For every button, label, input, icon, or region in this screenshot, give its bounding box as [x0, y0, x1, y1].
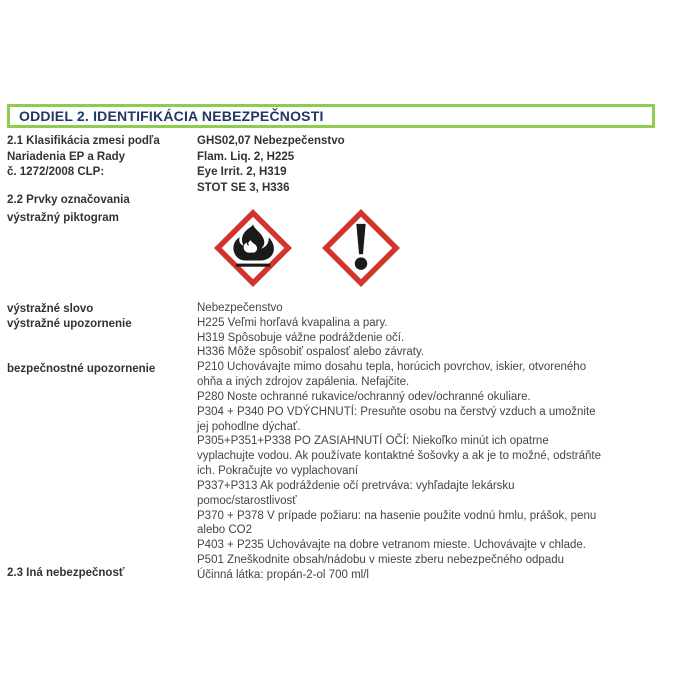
precautionary-line: P337+P313 Ak podráždenie očí pretrváva: vyhľadajte lekársku	[197, 479, 515, 492]
precautionary-line: P280 Noste ochranné rukavice/ochranný odev/ochranné okuliare.	[197, 390, 531, 403]
precautionary-line: P210 Uchovávajte mimo dosahu tepla, horúcich povrchov, iskier, otvoreného	[197, 361, 587, 374]
flame-icon	[214, 208, 292, 288]
precautionary-line: P501 Zneškodnite obsah/nádobu v mieste zberu nebezpečného odpadu	[197, 554, 564, 567]
signal-word-label: výstražné slovo	[7, 303, 94, 315]
classification-value-line: Flam. Liq. 2, H225	[197, 150, 295, 163]
ghs07-exclamation-pictogram	[322, 208, 400, 288]
section-header	[7, 104, 655, 128]
classification-value-line: GHS02,07 Nebezpečenstvo	[197, 135, 345, 147]
pictogram-label: výstražný piktogram	[7, 211, 119, 224]
precautionary-line: alebo CO2	[197, 524, 252, 537]
hazard-statement-line: H336 Môže spôsobiť ospalosť alebo závraty.	[197, 346, 425, 359]
exclamation-icon	[322, 208, 400, 288]
hazard-statement-line: H319 Spôsobuje vážne podráždenie očí.	[197, 331, 405, 344]
other-hazards-value: Účinná látka: propán-2-ol 700 ml/l	[197, 568, 369, 581]
precautionary-line: pomoc/starostlivosť	[197, 494, 297, 507]
hazard-statements-label: výstražné upozornenie	[7, 318, 132, 330]
precautionary-line: jej pohodlne dýchať.	[197, 420, 301, 433]
labelling-section-label: 2.2 Prvky označovania	[7, 194, 130, 206]
precautionary-statements-label: bezpečnostné upozornenie	[7, 362, 156, 375]
classification-label-line: 2.1 Klasifikácia zmesi podľa	[7, 135, 160, 147]
precautionary-line: P403 + P235 Uchovávajte na dobre vetranom mieste. Uchovávajte v chlade.	[197, 539, 586, 552]
precautionary-line: ich. Pokračujte vo vyplachovaní	[197, 465, 359, 478]
precautionary-line: P305+P351+P338 PO ZASIAHNUTÍ OČÍ: Niekoľko minút ich opatrne	[197, 435, 549, 448]
classification-label-line: Nariadenia EP a Rady	[7, 150, 126, 163]
hazard-statement-line: H225 Veľmi horľavá kvapalina a pary.	[197, 316, 388, 329]
precautionary-line: P370 + P378 V prípade požiaru: na hasenie použite vodnú hmlu, prášok, penu	[197, 509, 597, 522]
classification-value-line: Eye Irrit. 2, H319	[197, 166, 287, 178]
classification-label-line: č. 1272/2008 CLP:	[7, 166, 105, 178]
precautionary-line: P304 + P340 PO VDÝCHNUTÍ: Presuňte osobu na čerstvý vzduch a umožnite	[197, 405, 596, 418]
signal-word-value: Nebezpečenstvo	[197, 302, 283, 314]
precautionary-line: ohňa a iných zdrojov zapálenia. Nefajčite.	[197, 376, 410, 389]
ghs02-flame-pictogram	[214, 208, 292, 288]
other-hazards-label: 2.3 Iná nebezpečnosť	[7, 567, 125, 579]
classification-value-line: STOT SE 3, H336	[197, 181, 290, 194]
precautionary-line: vyplachujte vodou. Ak používate kontaktné šošovky a ak je to možné, odstráňte	[197, 450, 602, 463]
section-title: ODDIEL 2. IDENTIFIKÁCIA NEBEZPEČNOSTI	[19, 108, 324, 124]
hazard-pictograms	[214, 208, 474, 290]
statements-column	[197, 301, 697, 583]
